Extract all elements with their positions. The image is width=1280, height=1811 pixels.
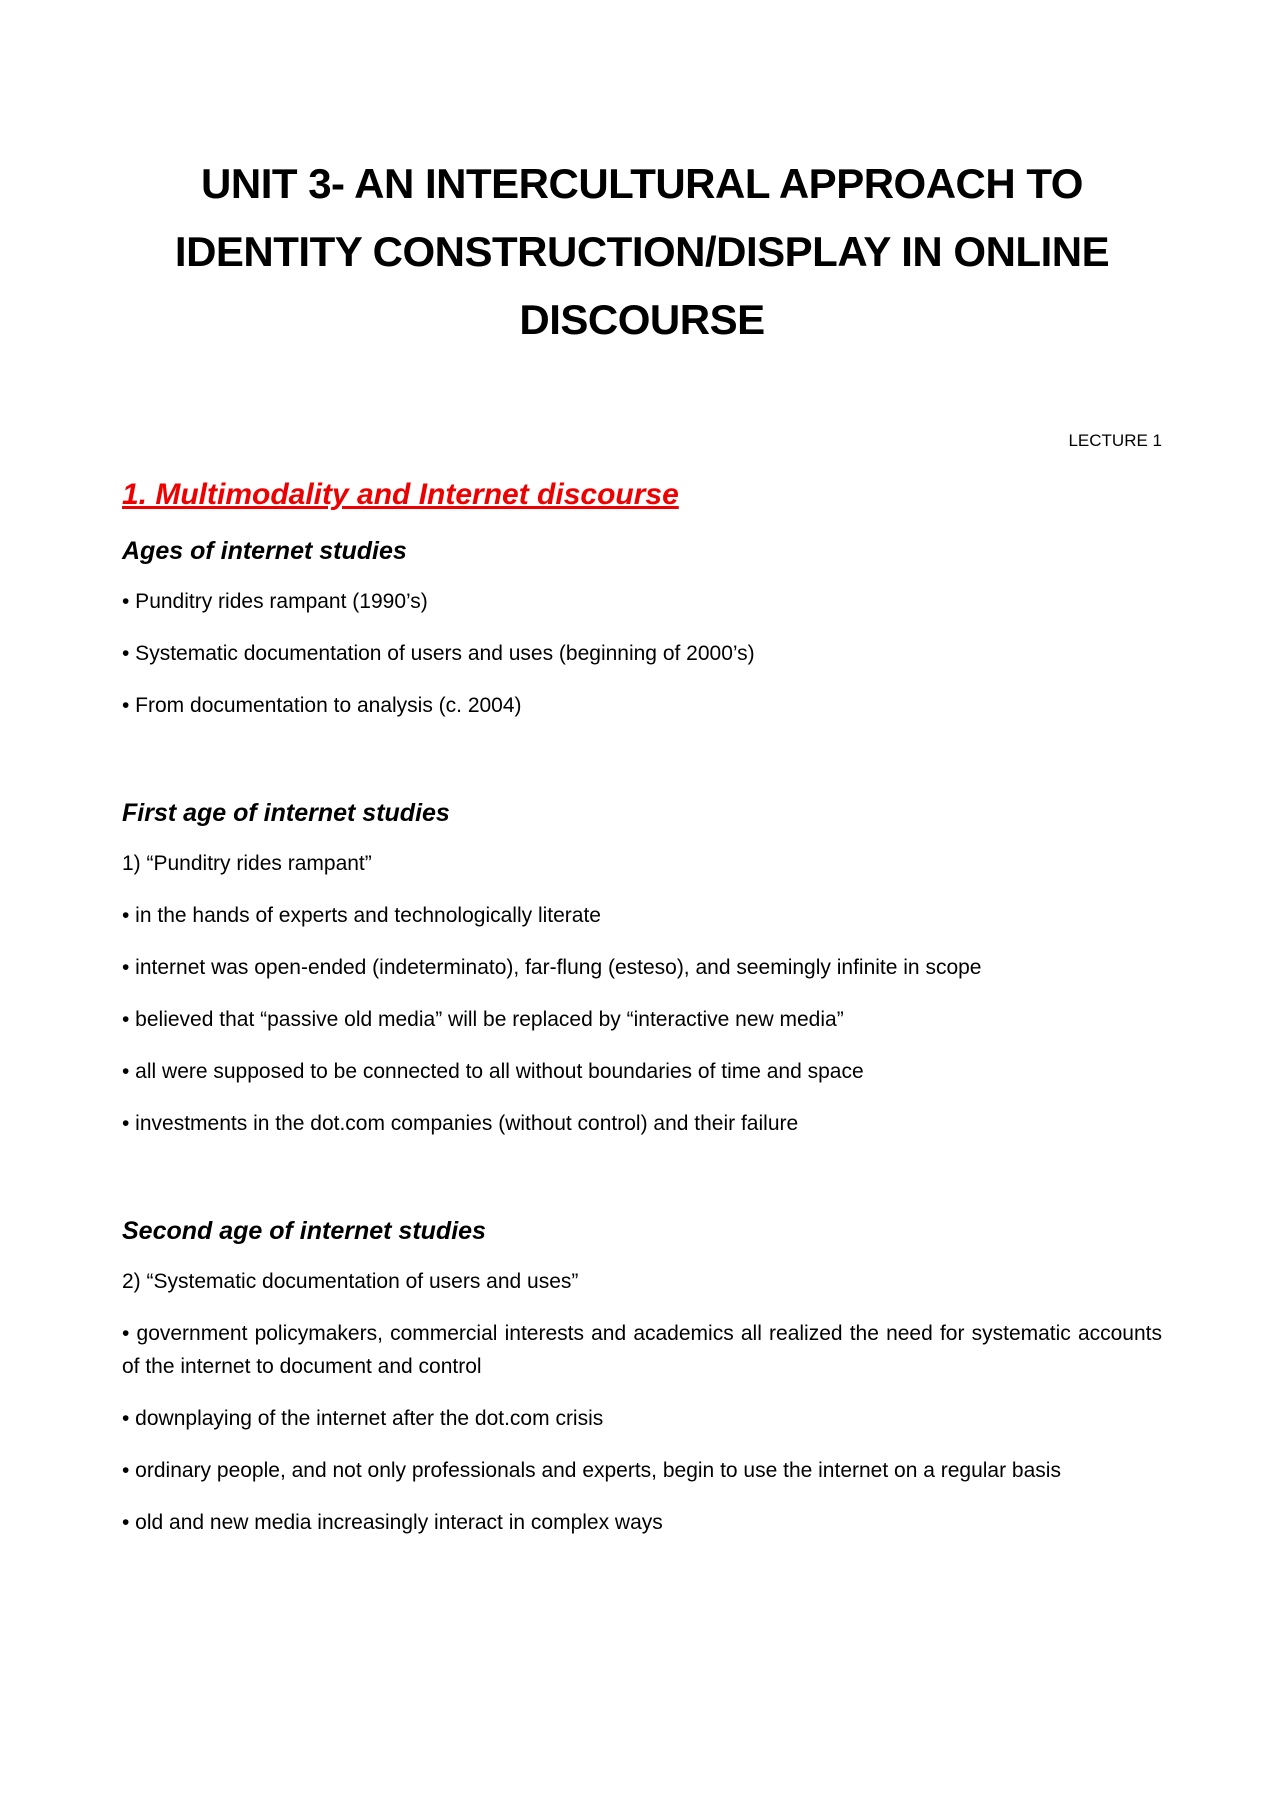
second-age-item-3: • ordinary people, and not only professionals and experts, begin to use the internet on a regular basis: [122, 1459, 1061, 1482]
title-line-1: UNIT 3- AN INTERCULTURAL APPROACH TO: [201, 160, 1083, 207]
first-age-item-2: • internet was open-ended (indeterminato), far-flung (esteso), and seemingly infinite in scope: [122, 956, 982, 979]
second-age-item-1: • government policymakers, commercial interests and academics all realized the need for systematic accounts of the internet to document and control: [122, 1322, 1162, 1378]
lecture-label: LECTURE 1: [1068, 431, 1162, 450]
ages-item-2: • Systematic documentation of users and uses (beginning of 2000’s): [122, 642, 755, 665]
first-age-item-3: • believed that “passive old media” will be replaced by “interactive new media”: [122, 1008, 844, 1031]
first-age-heading: First age of internet studies: [122, 799, 450, 827]
section-1-heading: 1. Multimodality and Internet discourse: [122, 478, 679, 511]
page-content: [122, 150, 1162, 1539]
first-age-intro: 1) “Punditry rides rampant”: [122, 852, 372, 875]
ages-heading: Ages of internet studies: [122, 537, 407, 565]
document-title: [122, 150, 1162, 354]
second-age-heading: Second age of internet studies: [122, 1217, 486, 1245]
ages-item-3: • From documentation to analysis (c. 2004): [122, 694, 522, 717]
ages-item-1: • Punditry rides rampant (1990’s): [122, 590, 428, 613]
first-age-item-5: • investments in the dot.com companies (without control) and their failure: [122, 1112, 799, 1135]
first-age-item-4: • all were supposed to be connected to all without boundaries of time and space: [122, 1060, 864, 1083]
second-age-intro: 2) “Systematic documentation of users and uses”: [122, 1270, 579, 1293]
second-age-item-2: • downplaying of the internet after the dot.com crisis: [122, 1407, 604, 1430]
first-age-item-1: • in the hands of experts and technologically literate: [122, 904, 601, 927]
title-line-2: IDENTITY CONSTRUCTION/DISPLAY IN ONLINE: [174, 228, 1110, 275]
second-age-item-4: • old and new media increasingly interact in complex ways: [122, 1511, 663, 1534]
title-line-3: DISCOURSE: [519, 296, 765, 343]
